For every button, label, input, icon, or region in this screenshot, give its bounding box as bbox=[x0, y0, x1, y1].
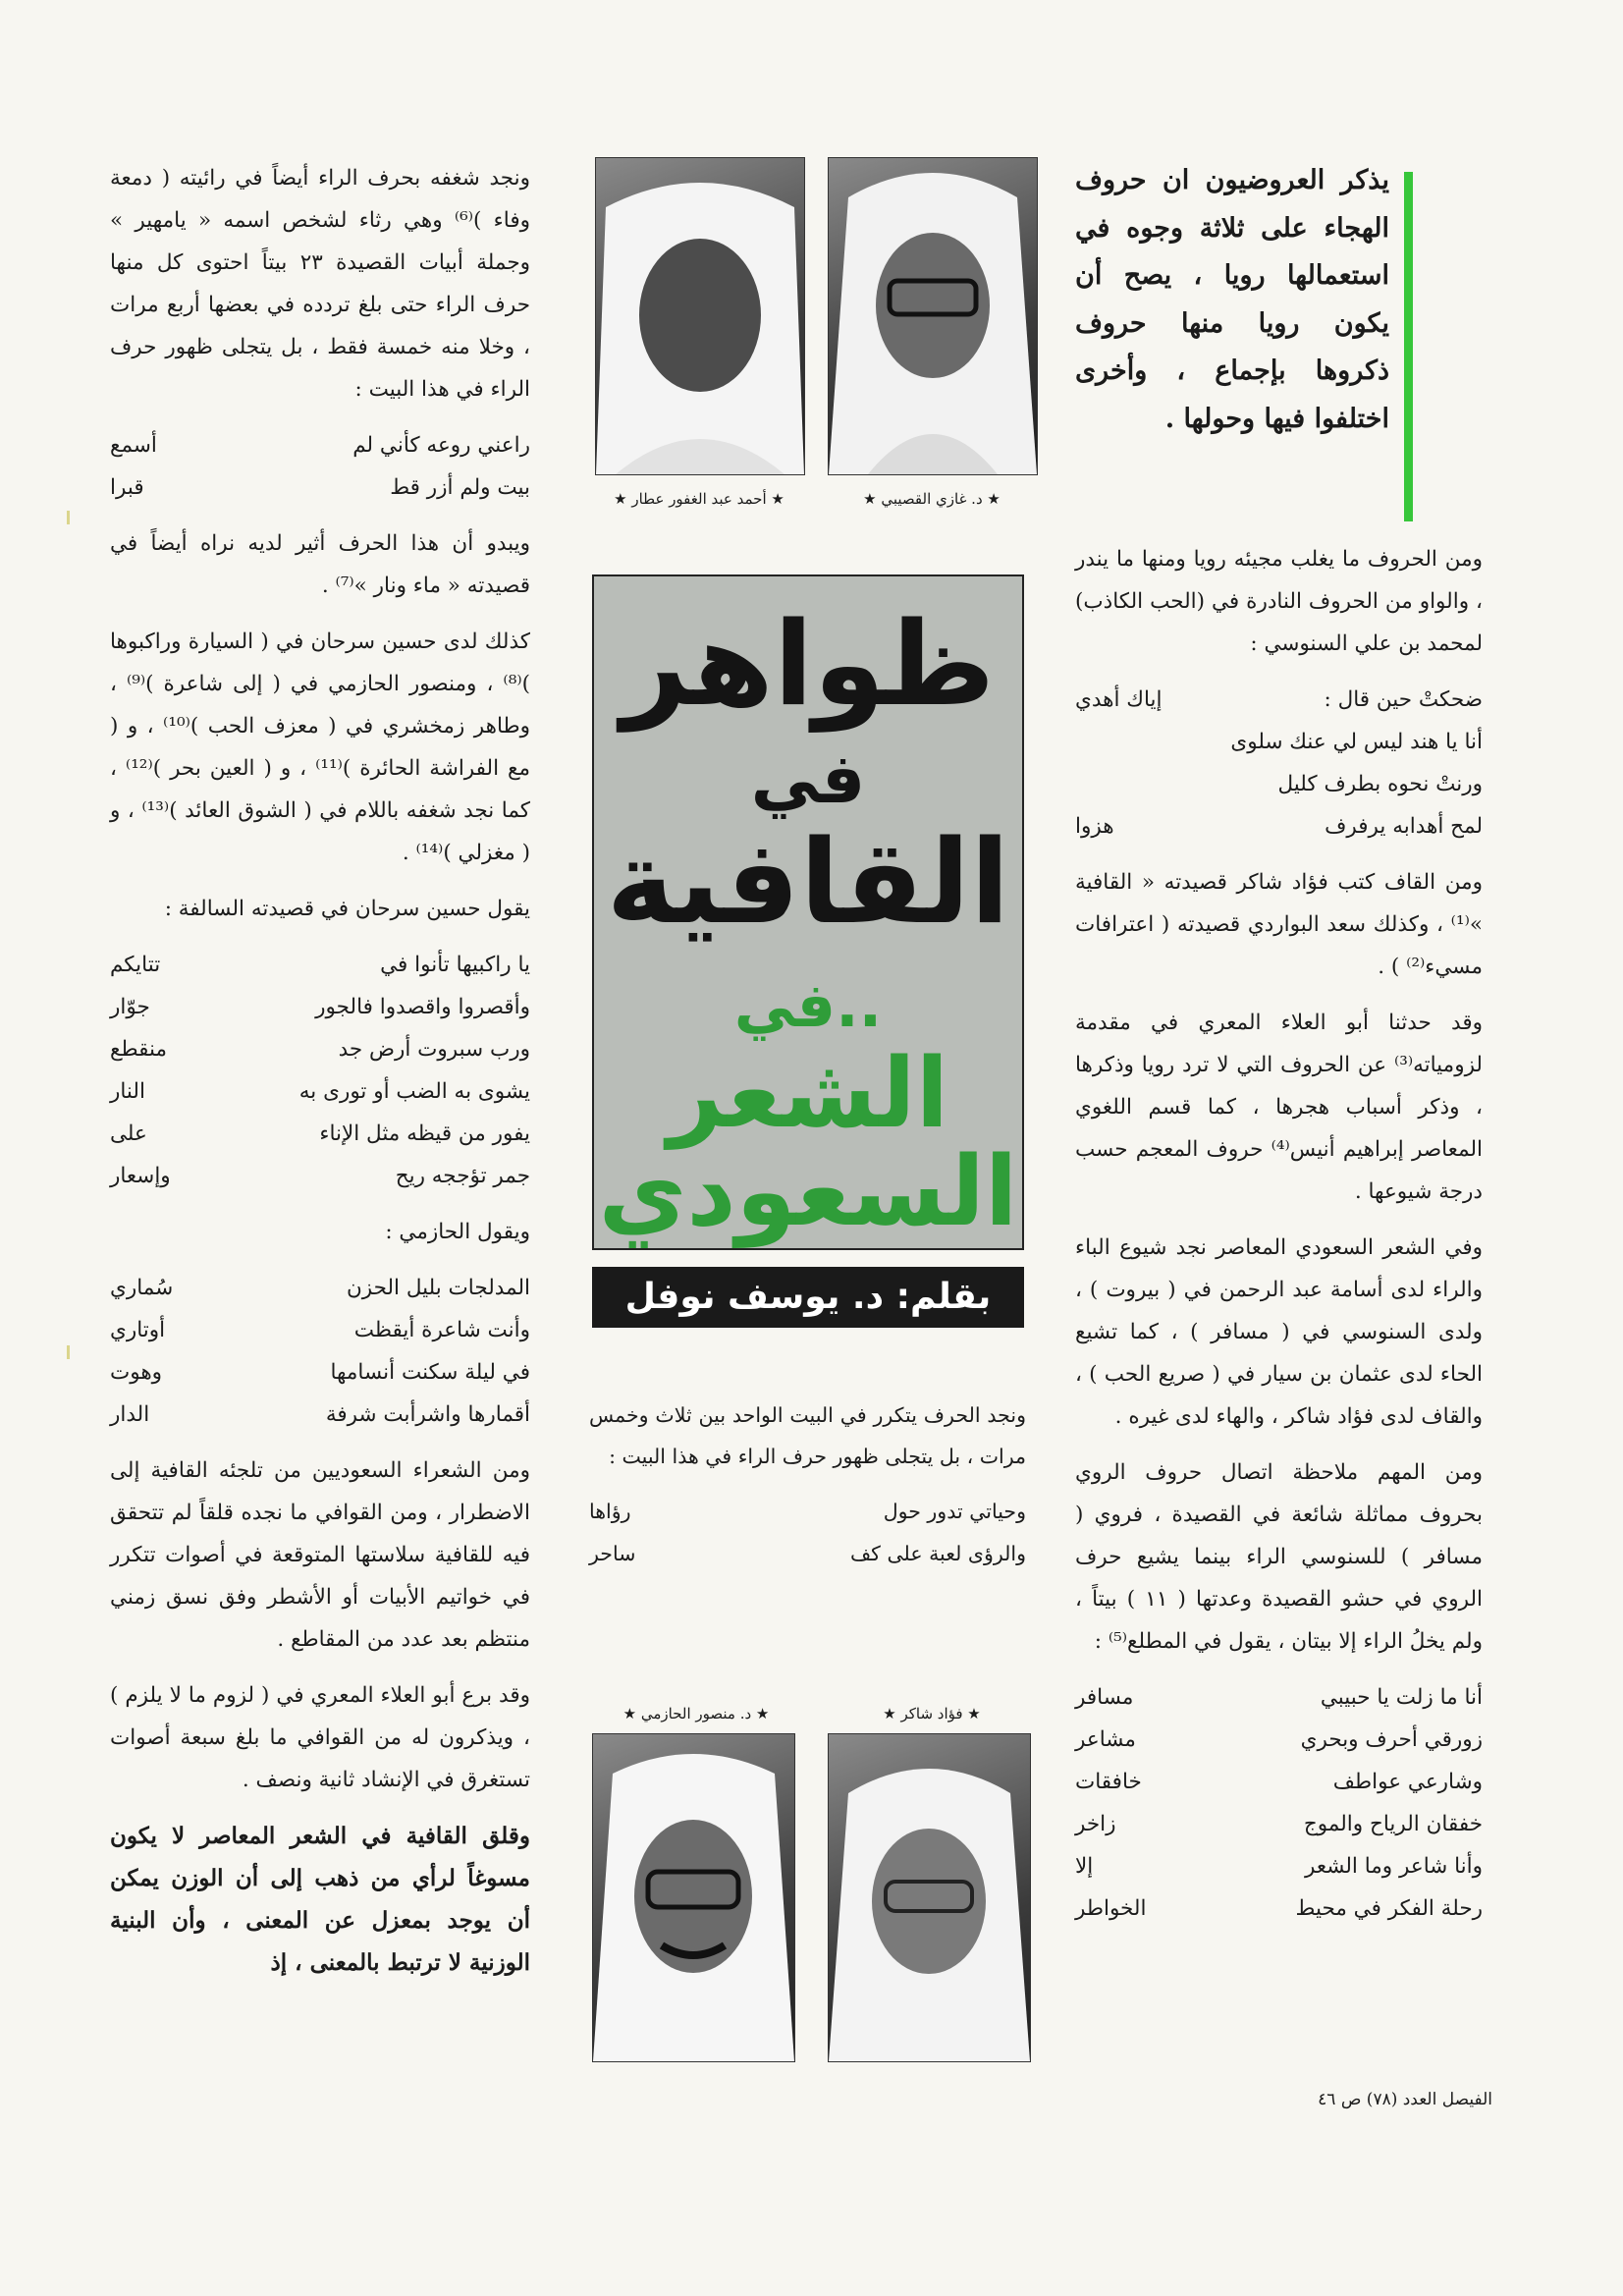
verse-block bbox=[110, 944, 530, 1197]
verse-hemistich: وحياتي تدور حول bbox=[883, 1500, 1026, 1523]
title-line: ظواهر bbox=[621, 596, 996, 732]
verse-line bbox=[110, 424, 530, 466]
verse-hemistich: يفور من قيظه مثل الإناء bbox=[319, 1121, 530, 1146]
verse-hemistich: رحلة الفكر في محيط bbox=[1295, 1896, 1483, 1921]
verse-line bbox=[110, 466, 530, 509]
verse-line bbox=[1075, 1676, 1483, 1719]
verse-hemistich: يا راكبيها تأنوا في bbox=[380, 953, 530, 977]
portrait-icon bbox=[593, 1734, 794, 2061]
verse-line bbox=[1075, 1887, 1483, 1930]
verse-line bbox=[1075, 679, 1483, 721]
verse-hemistich: راعني روعه كأني لم bbox=[352, 433, 530, 458]
title-line: في bbox=[750, 738, 866, 819]
verse-hemistich: الدار bbox=[110, 1402, 150, 1427]
paragraph: ويقول الحازمي : bbox=[385, 1220, 530, 1244]
title-line: السعودي bbox=[598, 1136, 1018, 1248]
verse-line bbox=[110, 1267, 530, 1309]
verse-line bbox=[110, 944, 530, 986]
verse-line bbox=[110, 1351, 530, 1394]
verse-line bbox=[110, 1155, 530, 1197]
verse-hemistich: رؤاها bbox=[589, 1500, 631, 1523]
paragraph: وفي الشعر السعودي المعاصر نجد شيوع الباء والراء لدى أسامة عبد الرحمن في ( بيروت ) ، ولدى السنوسي في ( مسافر ) ، كما تشيع الحاء لدى عثمان بن سيار في ( صريع الحب ) ، والقاف لدى فؤاد شاكر ، والهاء لدى غيره . bbox=[1075, 1235, 1483, 1429]
verse-hemistich: خفقان الرياح والموج bbox=[1303, 1812, 1483, 1836]
verse-line bbox=[1075, 1761, 1483, 1803]
photo-caption-algosaibi: ★ د. غازي القصيبي ★ bbox=[863, 490, 1001, 508]
verse-line bbox=[1075, 763, 1483, 805]
verse-hemistich: وشارعي عواطف bbox=[1332, 1770, 1483, 1794]
photo-caption-mansour-hazmi: ★ د. منصور الحازمي ★ bbox=[622, 1705, 770, 1722]
portrait-icon bbox=[596, 158, 804, 474]
verse-hemistich: النار bbox=[110, 1079, 145, 1104]
verse-hemistich: مسافر bbox=[1075, 1685, 1134, 1710]
verse-block bbox=[1075, 1676, 1483, 1930]
lead-paragraph: يذكر العروضيون ان حروف الهجاء على ثلاثة وجوه في استعمالها رويا ، يصح أن يكون رويا منها حروف ذكروها بإجماع ، وأخرى اختلفوا فيها وحولها . bbox=[1075, 165, 1389, 434]
verse-line bbox=[110, 986, 530, 1028]
verse-hemistich: أنا يا هند ليس لي عنك سلوى bbox=[1230, 730, 1483, 754]
portrait-photo-fouad-shaker bbox=[828, 1733, 1031, 2062]
portrait-icon bbox=[829, 158, 1037, 474]
verse-line bbox=[110, 1309, 530, 1351]
paragraph: وقد برع أبو العلاء المعري في ( لزوم ما لا يلزم ) ، ويذكرون له من القوافي ما بلغ سبعة أصوات تستغرق في الإنشاد ثانية ونصف . bbox=[110, 1683, 530, 1792]
left-column bbox=[110, 157, 530, 1997]
verse-hemistich: ساحر bbox=[589, 1542, 636, 1565]
verse-hemistich: المدلجات بليل الحزن bbox=[346, 1276, 530, 1300]
verse-hemistich: تتايكم bbox=[110, 953, 161, 977]
verse-block bbox=[110, 424, 530, 509]
verse-hemistich: إلا bbox=[1075, 1854, 1094, 1879]
paragraph: يقول حسين سرحان في قصيدته السالفة : bbox=[164, 897, 530, 921]
verse-hemistich: بيت ولم أزر قط bbox=[390, 475, 530, 500]
photo-caption-attar: ★ أحمد عبد الغفور عطار ★ bbox=[614, 490, 784, 508]
middle-column bbox=[589, 1394, 1026, 1589]
verse-hemistich: يشوى به الضب أو تورى به bbox=[298, 1079, 530, 1104]
paragraph: ومن القاف كتب فؤاد شاكر قصيدته « القافية »⁽¹⁾ ، وكذلك سعد البواردي قصيدته ( اعترافات مسيء⁽²⁾ ) . bbox=[1075, 870, 1483, 979]
verse-hemistich: وأنا شاعر وما الشعر bbox=[1304, 1854, 1483, 1879]
photo-caption-fouad-shaker: ★ فؤاد شاكر ★ bbox=[883, 1705, 981, 1722]
verse-hemistich: خافقات bbox=[1075, 1770, 1142, 1794]
title-line: الشعر bbox=[667, 1038, 949, 1150]
verse-hemistich: أنا ما زلت يا حبيبي bbox=[1320, 1685, 1483, 1710]
paragraph: وقد حدثنا أبو العلاء المعري في مقدمة لزومياته⁽³⁾ عن الحروف التي لا ترد رويا وذكرها ، وذكر أسباب هجرها ، كما قسم اللغوي المعاصر إبراهيم أنيس⁽⁴⁾ حروف المعجم حسب درجة شيوعها . bbox=[1075, 1011, 1484, 1204]
verse-hemistich: وإسعار bbox=[110, 1164, 171, 1188]
verse-line bbox=[1075, 1719, 1483, 1761]
verse-line bbox=[589, 1533, 1026, 1575]
paragraph: ومن المهم ملاحظة اتصال حروف الروي بحروف مماثلة شائعة في القصيدة ، فروي ( مسافر ) للسنوسي الراء بينما يشيع حرف الروي في حشو القصيدة وعدتها ( ١١ ) بيتاً ، ولم يخلُ الراء إلا بيتان ، يقول في المطلع⁽⁵⁾ : bbox=[1075, 1460, 1483, 1654]
verse-line bbox=[589, 1491, 1026, 1533]
verse-hemistich: وأقصروا واقصدوا فالجور bbox=[315, 995, 530, 1019]
verse-hemistich: وهوت bbox=[110, 1360, 163, 1385]
verse-line bbox=[110, 1394, 530, 1436]
verse-block bbox=[110, 1267, 530, 1436]
paragraph: ومن الشعراء السعوديين من تلجئه القافية إلى الاضطرار ، ومن القوافي ما نجده قلقاً لم تتحقق فيه للقافية سلاستها المتوقعة في أصوات تتكرر في خواتيم الأبيات أو الأشطر وفق نسق زمني منتظم بعد عدد من المقاطع . bbox=[110, 1458, 530, 1652]
verse-hemistich: وأنت شاعرة أيقظت bbox=[353, 1318, 530, 1342]
paragraph: ونجد شغفه بحرف الراء أيضاً في رائيته ( دمعة وفاء )⁽⁶⁾ وهي رثاء لشخص اسمه « يامهير » وجملة أبيات القصيدة ٢٣ بيتاً احتوى كل منها حرف الراء حتى بلغ تردده في بعضها أربع مرات ، وخلا منه خمسة فقط ، بل يتجلى ظهور حرف الراء في هذا البيت : bbox=[110, 166, 530, 402]
verse-line bbox=[1075, 721, 1483, 763]
verse-line bbox=[1075, 1803, 1483, 1845]
verse-hemistich: جوّار bbox=[110, 995, 150, 1019]
verse-hemistich: قبرا bbox=[110, 475, 144, 500]
portrait-icon bbox=[829, 1734, 1030, 2061]
verse-hemistich: ضحكتْ حين قال : bbox=[1324, 687, 1483, 712]
verse-hemistich: الخواطر bbox=[1075, 1896, 1147, 1921]
paragraph: وقلق القافية في الشعر المعاصر لا يكون مسوغاً لرأي من ذهب إلى أن الوزن يمكن أن يوجد بمعزل عن المعنى ، وأن البنية الوزنية لا ترتبط بالمعنى ، إذ bbox=[110, 1823, 530, 1976]
verse-hemistich: في ليلة سكنت أنسامها bbox=[330, 1360, 530, 1385]
title-line: ..في bbox=[733, 969, 883, 1041]
verse-hemistich: زاخر bbox=[1075, 1812, 1116, 1836]
paragraph: كذلك لدى حسين سرحان في ( السيارة وراكبوها )⁽⁸⁾ ، ومنصور الحازمي في ( إلى شاعرة )⁽⁹⁾ ، وطاهر زمخشري في ( معزف الحب )⁽¹⁰⁾ ، و ( مع الفراشة الحائرة )⁽¹¹⁾ ، و ( العين بحر )⁽¹²⁾ ، كما نجد شغفه باللام في ( الشوق العائد )⁽¹³⁾ ، و ( مغزلي )⁽¹⁴⁾ . bbox=[110, 629, 530, 865]
verse-line bbox=[1075, 805, 1483, 847]
verse-block bbox=[1075, 679, 1483, 847]
verse-line bbox=[110, 1113, 530, 1155]
portrait-photo-ahmad-attar bbox=[595, 157, 805, 475]
verse-hemistich: زورقي أحرف وبحري bbox=[1300, 1727, 1483, 1752]
verse-hemistich: أقمارها واشرأبت شرفة bbox=[325, 1402, 530, 1427]
verse-line bbox=[110, 1028, 530, 1070]
verse-hemistich: جمر تؤججه ريح bbox=[395, 1164, 530, 1188]
page-footer: الفيصل العدد (٧٨) ص ٤٦ bbox=[1318, 2090, 1492, 2109]
verse-line bbox=[1075, 1845, 1483, 1887]
verse-hemistich: ورب سبروت أرض جد bbox=[338, 1037, 530, 1062]
paragraph: ويبدو أن هذا الحرف أثير لديه نراه أيضاً في قصيدته « ماء ونار »⁽⁷⁾ . bbox=[110, 531, 530, 598]
verse-hemistich: على bbox=[110, 1121, 147, 1146]
paragraph: ومن الحروف ما يغلب مجيئه رويا ومنها ما يندر ، والواو من الحروف النادرة في (الحب الكاذب) لمحمد بن علي السنوسي : bbox=[1075, 547, 1483, 656]
paragraph: ونجد الحرف يتكرر في البيت الواحد بين ثلاث وخمس مرات ، بل يتجلى ظهور حرف الراء في هذا البيت : bbox=[589, 1403, 1026, 1468]
right-column bbox=[1075, 538, 1483, 1943]
verse-hemistich: إياك أهدي bbox=[1075, 687, 1163, 712]
verse-hemistich: هزوا bbox=[1075, 814, 1114, 839]
verse-hemistich: أوتاري bbox=[110, 1318, 166, 1342]
verse-hemistich: مشاعر bbox=[1075, 1727, 1136, 1752]
author-byline: بقلم: د. يوسف نوفل bbox=[592, 1267, 1024, 1328]
article-title-box bbox=[592, 574, 1024, 1250]
verse-block bbox=[589, 1491, 1026, 1575]
lead-accent-bar bbox=[1404, 172, 1413, 521]
verse-hemistich: لمح أهدابه يرفرف bbox=[1325, 814, 1483, 839]
title-line: القافية bbox=[606, 814, 1010, 950]
verse-hemistich: سُماري bbox=[110, 1276, 174, 1300]
margin-mark bbox=[67, 1345, 70, 1359]
margin-mark bbox=[67, 511, 70, 524]
verse-hemistich: ورنتْ نحوه بطرف كليل bbox=[1277, 772, 1483, 796]
verse-hemistich: منقطع bbox=[110, 1037, 167, 1062]
portrait-photo-ghazi-algosaibi bbox=[828, 157, 1038, 475]
verse-hemistich: والرؤى لعبة على كف bbox=[849, 1542, 1026, 1565]
portrait-photo-mansour-hazmi bbox=[592, 1733, 795, 2062]
verse-line bbox=[110, 1070, 530, 1113]
verse-hemistich: أسمع bbox=[110, 433, 157, 458]
